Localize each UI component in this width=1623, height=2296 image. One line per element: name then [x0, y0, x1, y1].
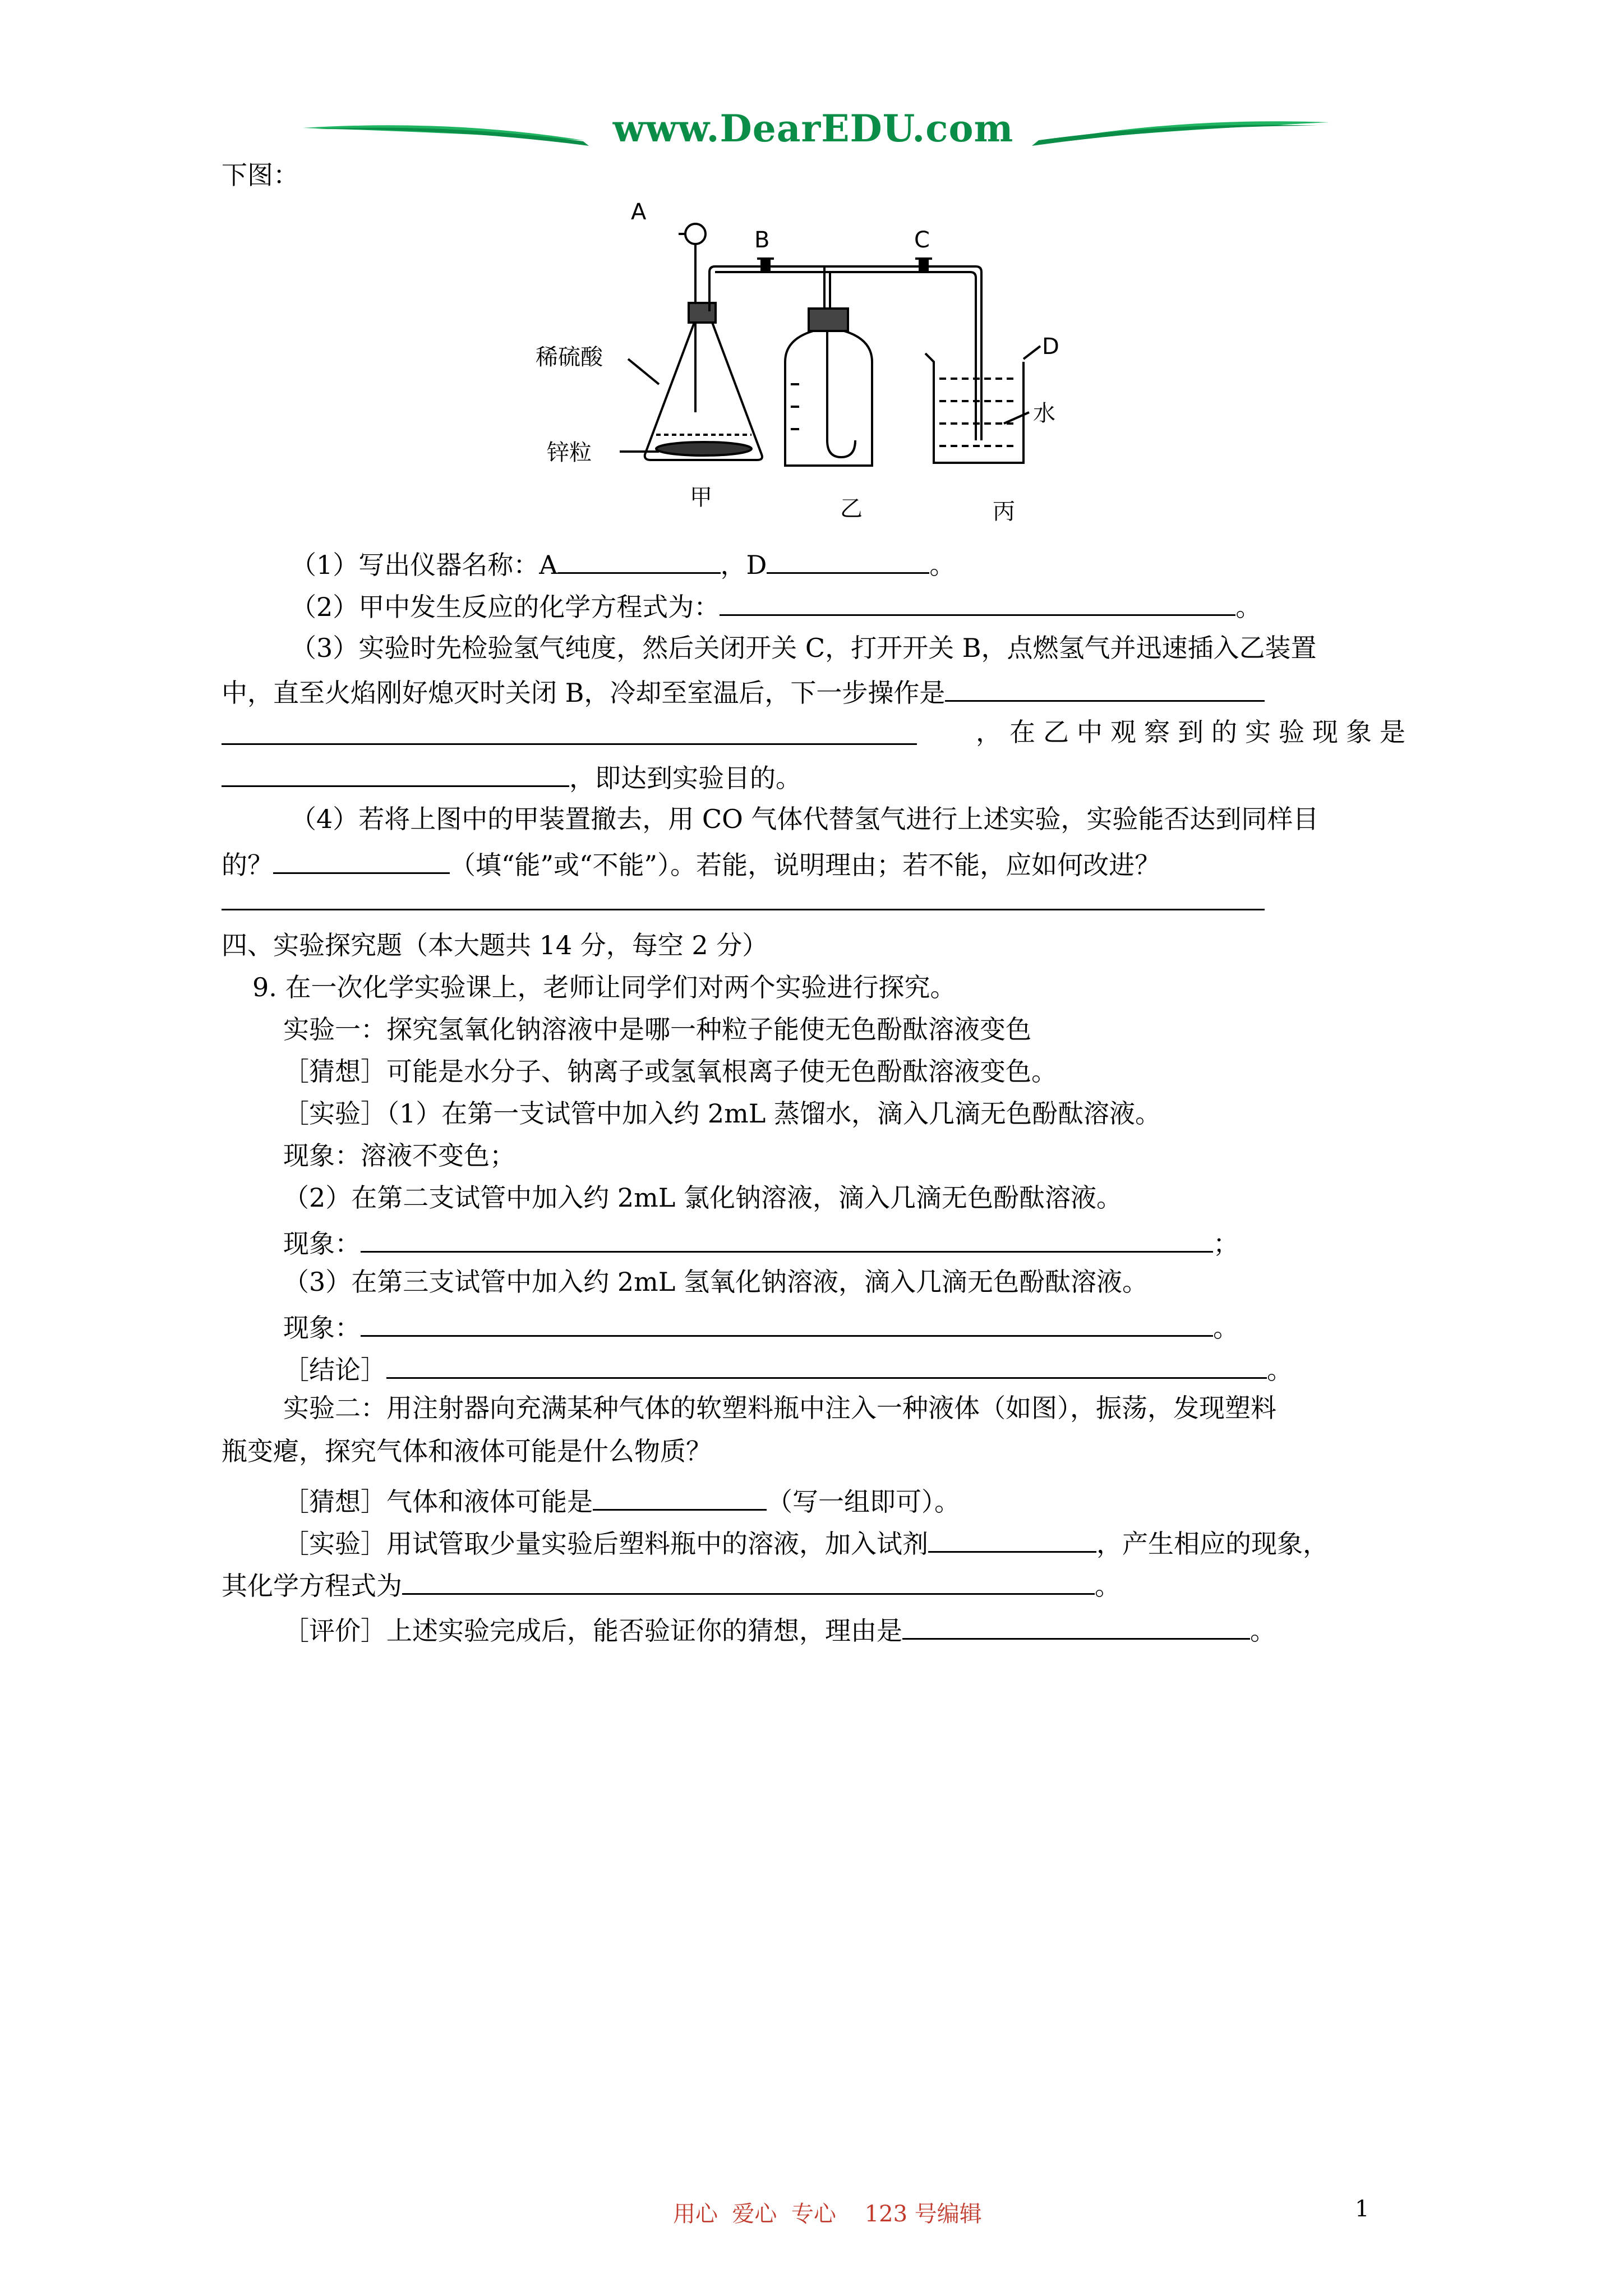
experiment-2-equation: 其化学方程式为 。: [222, 1565, 1121, 1603]
experiment-2-test: ［实验］用试管取少量实验后塑料瓶中的溶液，加入试剂 ，产生相应的现象，: [283, 1523, 1329, 1561]
experiment-2-line1: 实验二：用注射器向充满某种气体的软塑料瓶中注入一种液体（如图），振荡，发现塑料: [283, 1393, 1276, 1423]
answer-blank-d[interactable]: [767, 544, 929, 574]
answer-blank-reagent[interactable]: [928, 1523, 1096, 1553]
evaluation: ［评价］上述实验完成后，能否验证你的猜想，理由是 。: [283, 1610, 1276, 1648]
experiment-1-step-2: （2）在第二支试管中加入约 2mL 氯化钠溶液，滴入几滴无色酚酞溶液。: [283, 1182, 1122, 1213]
answer-blank-gas-liquid[interactable]: [593, 1481, 767, 1511]
experiment-1-step-1: ［实验］（1）在第一支试管中加入约 2mL 蒸馏水，滴入几滴无色酚酞溶液。: [283, 1098, 1161, 1129]
phenomenon-3: 现象： 。: [283, 1307, 1239, 1345]
label-zinc: 锌粒: [547, 440, 592, 466]
phenomenon-2: 现象： ；: [283, 1223, 1239, 1260]
question-9: 9. 在一次化学实验课上，老师让同学们对两个实验进行探究。: [252, 972, 956, 1002]
label-d: D: [1042, 334, 1059, 360]
answer-blank-can[interactable]: [273, 844, 450, 874]
label-bing: 丙: [993, 499, 1015, 524]
label-a: A: [631, 199, 647, 225]
page-number: 1: [1355, 2196, 1370, 2222]
answer-blank-conclusion[interactable]: [386, 1349, 1267, 1379]
answer-blank-phenomenon-3[interactable]: [361, 1307, 1213, 1337]
question-4-line3: [222, 881, 1265, 918]
section-4-title: 四、实验探究题（本大题共 14 分，每空 2 分）: [222, 930, 768, 960]
phenomenon-1: 现象：溶液不变色；: [283, 1140, 515, 1171]
answer-blank-equation[interactable]: [720, 586, 1235, 616]
guess-1: ［猜想］可能是水分子、钠离子或氢氧根离子使无色酚酞溶液变色。: [283, 1056, 1057, 1087]
answer-blank-evaluation[interactable]: [902, 1610, 1250, 1640]
apparatus-diagram: [522, 199, 1138, 530]
experiment-2-line2: 瓶变瘪，探究气体和液体可能是什么物质？: [222, 1436, 712, 1466]
conclusion: ［结论］ 。: [283, 1349, 1293, 1387]
label-jia: 甲: [690, 485, 712, 510]
answer-blank-equation-2[interactable]: [402, 1565, 1095, 1595]
question-4-line1: （4）若将上图中的甲装置撤去，用 CO 气体代替氢气进行上述实验，实验能否达到同样目: [291, 804, 1319, 834]
question-3-line4: ，即达到实验目的。: [222, 757, 801, 795]
footer-text: 用心 爱心 专心 123 号编辑: [673, 2201, 982, 2227]
answer-blank-phenomenon-2[interactable]: [361, 1223, 1213, 1253]
answer-blank-improve[interactable]: [222, 881, 1265, 910]
label-acid: 稀硫酸: [536, 344, 603, 370]
question-3-line2: 中，直至火焰刚好熄灭时关闭 B，冷却至室温后，下一步操作是: [222, 672, 1265, 710]
answer-blank-phenomenon[interactable]: [222, 757, 569, 787]
logo-text: www.DearEDU.com: [612, 107, 1014, 150]
label-b: B: [754, 227, 770, 253]
intro-text: 下图：: [222, 160, 299, 190]
answer-blank-a[interactable]: [558, 544, 721, 574]
question-2: （2）甲中发生反应的化学方程式为： 。: [291, 586, 1261, 624]
header-logo: [303, 107, 1329, 168]
experiment-1-step-3: （3）在第三支试管中加入约 2mL 氢氧化钠溶液，滴入几滴无色酚酞溶液。: [283, 1267, 1148, 1297]
guess-2: ［猜想］气体和液体可能是 （写一组即可）。: [283, 1481, 960, 1519]
experiment-1-title: 实验一：探究氢氧化钠溶液中是哪一种粒子能使无色酚酞溶液变色: [283, 1014, 1031, 1045]
question-3-line3: ，在乙中观察到的实验现象是: [222, 715, 1413, 749]
answer-blank-next-step-cont[interactable]: [222, 715, 917, 745]
question-1: （1）写出仪器名称：A ，D 。: [291, 544, 955, 582]
question-4-line2: 的？ （填“能”或“不能”）。若能，说明理由；若不能，应如何改进？: [222, 844, 1160, 882]
label-yi: 乙: [840, 496, 863, 522]
answer-blank-next-step[interactable]: [945, 672, 1265, 702]
label-c: C: [914, 227, 930, 253]
label-water: 水: [1033, 401, 1055, 426]
question-3-line1: （3）实验时先检验氢气纯度，然后关闭开关 C，打开开关 B，点燃氢气并迅速插入乙装置: [291, 633, 1317, 663]
